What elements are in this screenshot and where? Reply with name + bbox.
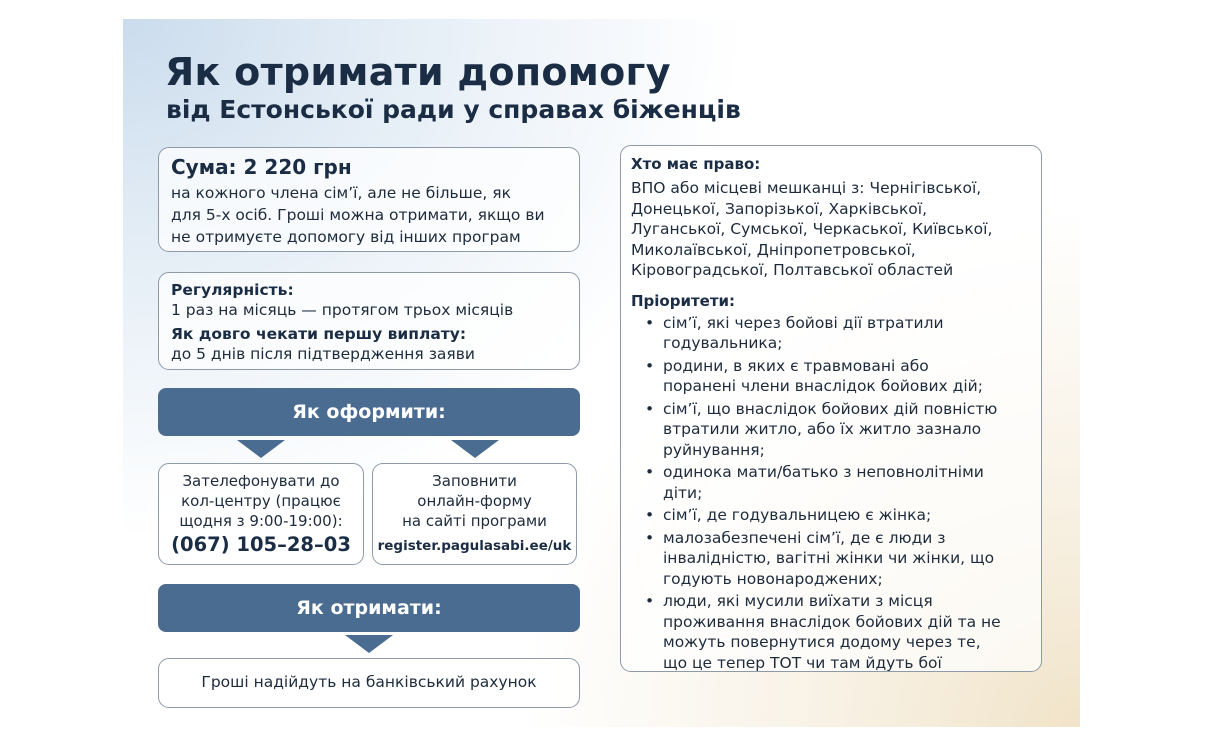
priority-text: одинока мати/батько з неповнолітніми діти; xyxy=(663,463,984,502)
how-to-apply-banner: Як оформити: xyxy=(158,388,580,436)
amount-card xyxy=(158,147,580,252)
eligibility-card xyxy=(620,145,1042,672)
amount-line: не отримуєте допомогу від інших програм xyxy=(171,228,521,246)
regularity-value: 1 раз на місяць — протягом трьох місяців xyxy=(171,301,514,319)
eligibility-line: Миколаївської, Дніпропетровської, xyxy=(631,240,916,259)
amount-line: на кожного члена сім’ї, але не більше, як xyxy=(171,184,511,202)
priority-item xyxy=(631,462,1041,503)
phone-number-link[interactable]: (067) 105–28–03 xyxy=(171,533,351,556)
online-line: онлайн-форму xyxy=(417,492,532,510)
regularity-card xyxy=(158,272,580,370)
arrow-down-icon xyxy=(237,440,285,458)
amount-heading: Сума: 2 220 грн xyxy=(171,155,352,179)
priority-text: сім’ї, які через бойові дії втратили годувальника; xyxy=(663,313,944,352)
priority-item xyxy=(631,591,1041,673)
bullet-icon: • xyxy=(645,506,655,524)
priority-text: люди, які мусили виїхати з місця проживання внаслідок бойових дій та не можуть повернутися додому через те, що це тепер ТОТ чи там йдуть бої xyxy=(663,592,1001,672)
bank-account-card xyxy=(158,658,580,708)
online-line: на сайті програми xyxy=(402,512,547,530)
priority-item xyxy=(631,313,1041,354)
call-line: кол-центру (працює xyxy=(181,492,341,510)
bullet-icon: • xyxy=(645,313,655,332)
bank-account-text: Гроші надійдуть на банківський рахунок xyxy=(201,673,537,691)
bullet-icon: • xyxy=(645,399,655,418)
priority-item xyxy=(631,505,1041,526)
bullet-icon: • xyxy=(645,592,655,610)
eligibility-line: Луганської, Сумської, Черкаської, Київської, xyxy=(631,220,993,238)
amount-line: для 5-х осіб. Гроші можна отримати, якщо ви xyxy=(171,206,545,224)
eligibility-line: ВПО або місцеві мешканці з: Чернігівської, xyxy=(631,179,982,197)
eligibility-line: Донецької, Запорізької, Харківської, xyxy=(631,199,928,218)
priority-text: малозабезпечені сім’ї, де є люди з інвалідністю, вагітні жінки чи жінки, що годують новонароджених; xyxy=(663,528,995,588)
page-subtitle: від Естонської ради у справах біженців xyxy=(166,95,741,124)
bullet-icon: • xyxy=(645,463,655,481)
eligibility-line: Кіровоградської, Полтавської областей xyxy=(631,261,954,279)
page-title: Як отримати допомогу xyxy=(165,50,671,94)
priority-text: родини, в яких є травмовані або поранені члени внаслідок бойових дій; xyxy=(663,356,983,395)
priority-item xyxy=(631,356,1041,397)
registration-url-link[interactable]: register.pagulasabi.ee/uk xyxy=(377,538,572,554)
priorities-list xyxy=(631,313,1041,674)
call-center-card xyxy=(158,463,364,565)
online-line: Заповнити xyxy=(432,472,517,490)
call-line: Зателефонувати до xyxy=(182,472,340,490)
bullet-icon: • xyxy=(645,528,655,547)
regularity-heading: Регулярність: xyxy=(171,281,294,299)
call-line: щодня з 9:00-19:00): xyxy=(179,512,343,530)
eligibility-regions xyxy=(631,178,1041,281)
eligibility-heading: Хто має право: xyxy=(631,155,761,173)
priority-text: сім’ї, де годувальницею є жінка; xyxy=(663,506,932,524)
priorities-heading: Пріоритети: xyxy=(631,291,736,310)
priority-item xyxy=(631,399,1041,461)
arrow-down-icon xyxy=(345,635,393,653)
arrow-down-icon xyxy=(451,440,499,458)
priority-text: сім’ї, що внаслідок бойових дій повністю втратили житло, або їх житло зазнало руйнування; xyxy=(663,399,998,459)
first-payment-value: до 5 днів після підтвердження заяви xyxy=(171,345,475,363)
first-payment-heading: Як довго чекати першу виплату: xyxy=(171,325,467,343)
bullet-icon: • xyxy=(645,356,655,375)
how-to-receive-banner: Як отримати: xyxy=(158,584,580,632)
online-form-card xyxy=(372,463,577,565)
priority-item xyxy=(631,528,1041,590)
